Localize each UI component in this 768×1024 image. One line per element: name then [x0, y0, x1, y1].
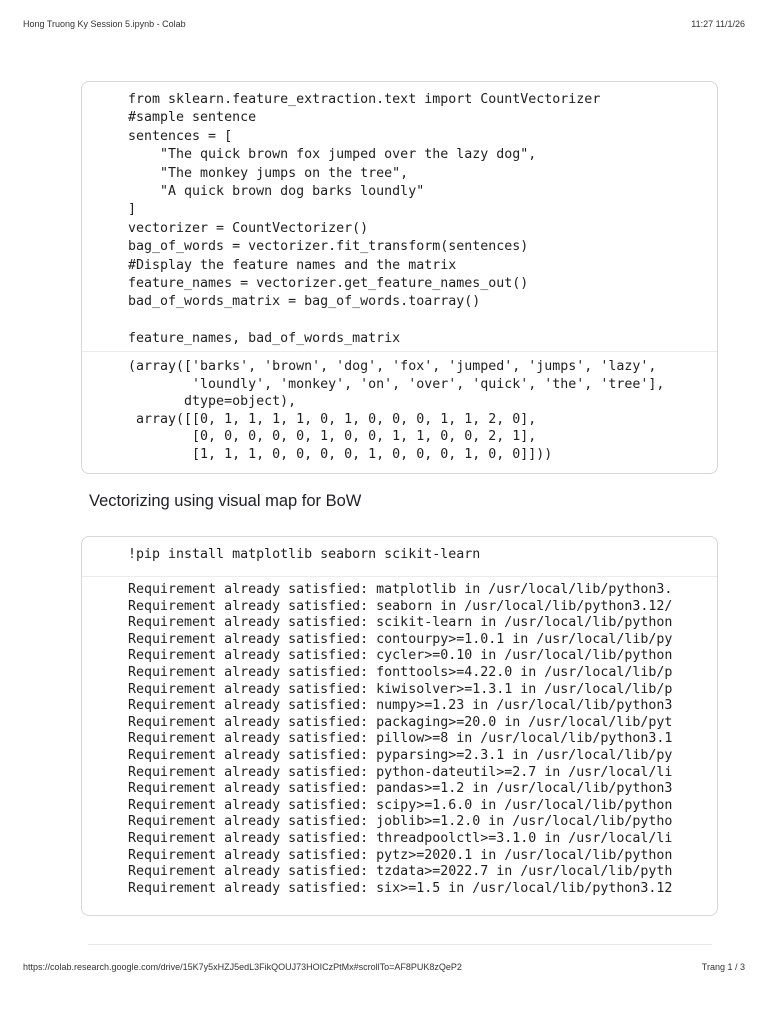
markdown-heading: Vectorizing using visual map for BoW — [89, 492, 362, 510]
print-datetime: 11:27 11/1/26 — [691, 19, 745, 29]
page-bottom-rule — [88, 944, 712, 945]
code-cell-count-vectorizer[interactable] — [81, 81, 718, 474]
cell-code[interactable]: from sklearn.feature_extraction.text import CountVectorizer #sample sentence sentences = [ "The quick brown fox jumped over the lazy dog", "The monkey jumps on the tree", "A quick brown dog barks loundly" ] vectorizer = CountVectorizer() bag_of_words = vectorizer.fit_transform(sentences) #Display the feature names and the matrix feature_names = vectorizer.get_feature_names_out() bad_of_words_matrix = bag_of_words.toarray() feature_names, bad_of_words_matrix — [128, 92, 601, 347]
cell-output: (array(['barks', 'brown', 'dog', 'fox', 'jumped', 'jumps', 'lazy', 'loundly', 'monkey', 'on', 'over', 'quick', 'the', 'tree'], dtype=object), array([[0, 1, 1, 1, 1, 0, 1, 0, 0, 0, 1, 1, 2, 0], [0, 0, 0, 0, 0, 1, 0, 0, 1, 1, 0, 0, 2, 1], [1, 1, 1, 0, 0, 0, 0, 1, 0, 0, 0, 1, 0, 0]])) — [128, 359, 665, 462]
cell-output: Requirement already satisfied: matplotlib in /usr/local/lib/python3. Requirement already satisfied: seaborn in /usr/local/lib/python3.12/ Requirement already satisfied: scikit-learn in /usr/local/lib/python Requirement already satisfied: contourpy>=1.0.1 in /usr/local/lib/py Requirement already satisfied: cycler>=0.10 in /usr/local/lib/python Requirement already satisfied: fonttools>=4.22.0 in /usr/local/lib/p Requirement already satisfied: kiwisolver>=1.3.1 in /usr/local/lib/p Requirement already satisfied: numpy>=1.23 in /usr/local/lib/python3 Requirement already satisfied: packaging>=20.0 in /usr/local/lib/pyt Requirement already satisfied: pillow>=8 in /usr/local/lib/python3.1 Requirement already satisfied: pyparsing>=2.3.1 in /usr/local/lib/py Requirement already satisfied: python-dateutil>=2.7 in /usr/local/li Requirement already satisfied: pandas>=1.2 in /usr/local/lib/python3 Requirement already satisfied: scipy>=1.6.0 in /usr/local/lib/python Requirement already satisfied: joblib>=1.2.0 in /usr/local/lib/pytho Requirement already satisfied: threadpoolctl>=3.1.0 in /usr/local/li Requirement already satisfied: pytz>=2020.1 in /usr/local/lib/python Requirement already satisfied: tzdata>=2022.7 in /usr/local/lib/pyth Requirement already satisfied: six>=1.5 in /usr/local/lib/python3.12 — [128, 582, 673, 896]
page-url: https://colab.research.google.com/drive/15K7y5xHZJ5edL3FikQOUJ73HOICzPtMx#scrollTo=AF8PUK8zQeP2 — [23, 962, 462, 972]
code-cell-pip-install[interactable] — [81, 536, 718, 916]
print-header — [23, 19, 745, 29]
page-number: Trang 1 / 3 — [701, 962, 745, 972]
notebook-title: Hong Truong Ky Session 5.ipynb - Colab — [23, 19, 186, 29]
print-footer — [23, 962, 745, 972]
cell-code[interactable]: !pip install matplotlib seaborn scikit-learn — [128, 547, 481, 562]
